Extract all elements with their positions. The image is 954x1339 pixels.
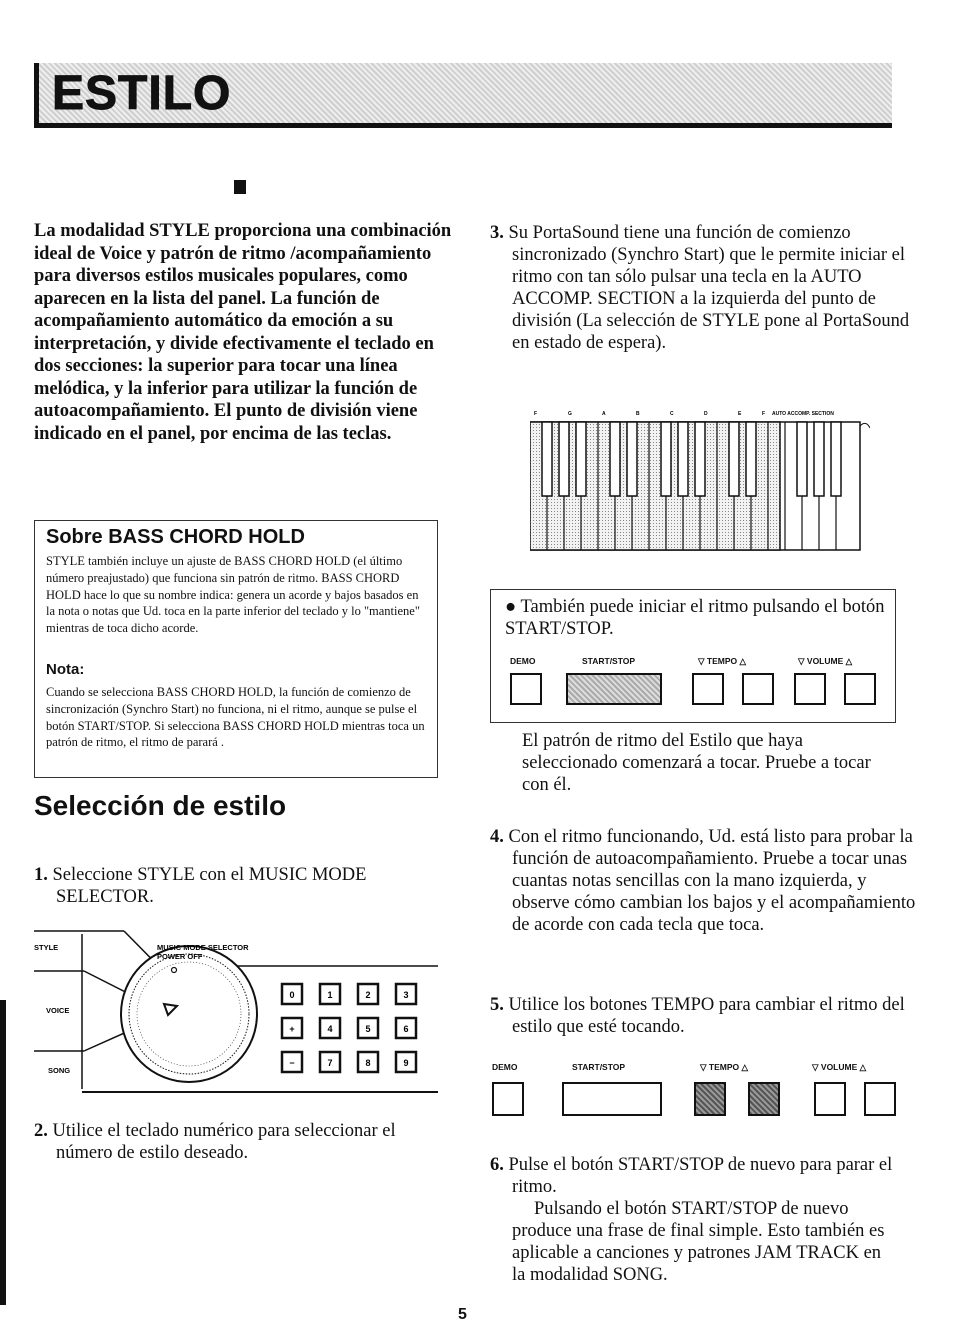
step-number: 6. [490,1155,504,1175]
svg-text:8: 8 [365,1058,371,1068]
svg-text:5: 5 [365,1024,371,1034]
demo-button[interactable] [492,1082,524,1116]
svg-text:7: 7 [327,1058,333,1068]
step-2 [34,1120,456,1164]
step-number: 3. [490,223,504,243]
mode-label-song: SONG [48,1066,71,1075]
demo-button[interactable] [510,673,542,705]
step-text: Seleccione STYLE con el MUSIC MODE SELECTOR. [52,865,367,907]
keypad-key[interactable] [358,984,378,1004]
keypad-key[interactable] [396,984,416,1004]
keypad-key[interactable] [320,984,340,1004]
demo-label: DEMO [492,1062,518,1072]
after-tip-text: El patrón de ritmo del Estilo que haya seleccionado comenzará a tocar. Pruebe a tocar con él. [522,731,871,795]
numeric-keypad [282,984,416,1072]
tempo-down-button[interactable] [692,673,724,705]
tempo-up-button[interactable] [748,1082,780,1116]
step-number: 2. [34,1121,48,1141]
tip-text-content: También puede iniciar el ritmo pulsando el botón START/STOP. [505,597,885,639]
music-mode-panel-figure [34,914,438,1096]
keypad-key[interactable] [282,1052,302,1072]
keypad-key[interactable] [320,1052,340,1072]
svg-text:6: 6 [403,1024,409,1034]
step-text: Utilice los botones TEMPO para cambiar el ritmo del estilo que esté tocando. [508,995,905,1037]
volume-up-button[interactable] [844,673,876,705]
volume-up-button[interactable] [864,1082,896,1116]
step-number: 1. [34,865,48,885]
demo-label: DEMO [510,656,536,666]
section-label: AUTO ACCOMP. SECTION [772,411,834,417]
step-text: Su PortaSound tiene una función de comienzo sincronizado (Synchro Start) que le permite iniciar el ritmo con tan sólo pulsar una tecla en la AUTO ACCOMP. SECTION a la izquierda del punto de división (La selección de STYLE pone al PortaSound en estado de espera). [508,223,910,353]
svg-text:2: 2 [365,990,371,1000]
svg-text:+: + [289,1024,295,1034]
keypad-key[interactable] [358,1052,378,1072]
volume-label: ▽ VOLUME △ [812,1062,867,1072]
step-text: Utilice el teclado numérico para seleccionar el número de estilo deseado. [52,1121,396,1163]
step-number: 4. [490,827,504,847]
note-label: D [704,411,708,417]
tempo-label: ▽ TEMPO △ [698,656,747,666]
section-marker [234,180,246,194]
step-text: Con el ritmo funcionando, Ud. está listo para probar la función de autoacompañamiento. Pruebe a tocar unas cuantas notas sencillas con la mano izquierda, y observe cómo cambian los bajos y el acompañamiento de acorde con cada tecla que toca. [508,827,916,935]
keypad-key[interactable] [396,1052,416,1072]
step-5 [490,994,916,1038]
note-label: E [738,411,742,417]
intro-paragraph: La modalidad STYLE proporciona una combinación ideal de Voice y patrón de ritmo /acompañamiento para diversos estilos musicales populares, como aparecen en la lista del panel. La función de acompañamiento automático da emoción a su interpretación, y divide efectivamente el teclado en dos secciones: la superior para tocar una línea melódica, y la inferior para utilizar la función de autoacompañamiento. El punto de división viene indicado en el panel, por encima de las teclas. [34,221,452,444]
note-label: C [670,411,674,417]
tempo-down-button[interactable] [694,1082,726,1116]
step-3 [490,222,916,354]
volume-label: ▽ VOLUME △ [798,656,853,666]
note-label: F [762,411,766,417]
mode-label-voice: VOICE [46,1006,70,1015]
bass-chord-hold-title: Sobre BASS CHORD HOLD [46,526,305,548]
start-stop-label: START/STOP [572,1062,626,1072]
note-label: B [636,411,640,417]
svg-text:3: 3 [403,990,409,1000]
nota-body: Cuando se selecciona BASS CHORD HOLD, la función de comienzo de sincronización (Synchro Start) no funciona, ni el ritmo, aunque se pulse el botón START/STOP. Si selecciona BASS CHORD HOLD mientras toca un patrón de ritmo, el ritmo de parará . [46,685,425,750]
nota-label: Nota: [46,661,85,678]
start-stop-label: START/STOP [582,656,636,666]
start-stop-button[interactable] [566,673,662,705]
step-6-extra: Pulsando el botón START/STOP de nuevo produce una frase de final simple. Esto también es aplicable a canciones y patrones JAM TRACK en la modalidad SONG. [512,1199,885,1285]
step-number: 5. [490,995,504,1015]
tempo-up-button[interactable] [742,673,774,705]
step-text: Pulse el botón START/STOP de nuevo para parar el ritmo. [508,1155,893,1197]
volume-down-button[interactable] [814,1082,846,1116]
step-1 [34,864,456,908]
step-4 [490,826,916,936]
selector-label: MUSIC MODE SELECTOR [157,943,249,952]
mode-label-style: STYLE [34,943,59,952]
note-label: G [568,411,572,417]
keyboard-figure [530,406,870,558]
bass-chord-hold-body: STYLE también incluye un ajuste de BASS CHORD HOLD (el último número preajustado) que funciona sin patrón de ritmo. BASS CHORD HOLD hace lo que su nombre indica: genera un acorde y bajos basados en la nota o notas que Ud. toca en la parte inferior del teclado y lo "mantiene" mientras de toca dicho acorde. [46,554,420,636]
svg-text:1: 1 [327,990,333,1000]
svg-text:0: 0 [289,990,295,1000]
svg-text:−: − [289,1058,295,1068]
step-6 [490,1154,916,1198]
margin-bar [0,1000,6,1305]
note-label: A [602,411,606,417]
bullet-icon: ● [505,597,517,617]
section-title: Selección de estilo [34,790,287,821]
keypad-key[interactable] [320,1018,340,1038]
page-number: 5 [458,1306,467,1323]
header-rule [34,63,39,125]
svg-text:4: 4 [327,1024,333,1034]
page-title: ESTILO [52,67,232,120]
tip-text [505,596,889,640]
keypad-key[interactable] [282,1018,302,1038]
tempo-label: ▽ TEMPO △ [700,1062,749,1072]
note-label: F [534,411,538,417]
start-stop-button[interactable] [562,1082,662,1116]
volume-down-button[interactable] [794,673,826,705]
keypad-key[interactable] [282,984,302,1004]
keypad-key[interactable] [396,1018,416,1038]
power-off-label: POWER OFF [157,952,203,961]
svg-text:9: 9 [403,1058,409,1068]
keypad-key[interactable] [358,1018,378,1038]
